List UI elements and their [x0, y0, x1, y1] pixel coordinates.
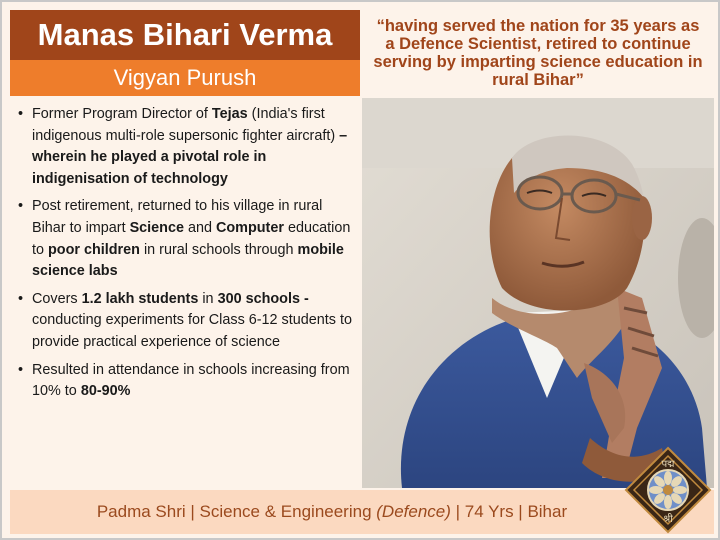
text-run: | 74 Yrs | Bihar — [450, 502, 568, 521]
emblem-bottom-text: श्री — [663, 514, 673, 525]
bold-text: poor children — [48, 241, 140, 258]
italic-text: (Defence) — [376, 502, 451, 521]
text-run: and — [183, 219, 216, 236]
achievement-item — [18, 289, 352, 354]
text-run: Former Program Director of — [32, 106, 212, 122]
award-footer — [10, 490, 714, 534]
footer-line — [97, 502, 567, 522]
portrait-illustration — [362, 98, 714, 488]
text-run: Covers — [32, 290, 82, 307]
awardee-name: Manas Bihari Verma — [10, 10, 360, 60]
bold-text: mobile science labs — [32, 241, 344, 280]
bullet-list — [18, 104, 352, 403]
text-run: (India's first indigenous multi-role supersonic fighter aircraft) — [32, 106, 340, 144]
bold-text: Tejas — [211, 106, 248, 122]
text-run: Padma Shri | Science & Engineering — [96, 502, 377, 521]
padma-shri-emblem — [624, 446, 712, 534]
emblem-top-text: पद्म — [661, 459, 675, 470]
bold-text: 1.2 lakh students — [81, 290, 199, 307]
achievements-list — [10, 98, 360, 488]
text-run: education to — [32, 219, 351, 258]
bold-text: Science — [129, 219, 184, 236]
achievement-item — [18, 104, 352, 190]
bold-text: – wherein he played a pivotal role in indigenisation of technology — [32, 127, 348, 187]
bold-text: 300 schools - — [217, 290, 309, 307]
achievement-item — [18, 360, 352, 403]
awardee-title: Vigyan Purush — [10, 60, 360, 96]
citation-quote: “having served the nation for 35 years as a Defence Scientist, retired to continue serving by imparting science education in rural Bihar” — [373, 17, 703, 89]
bold-text: Computer — [216, 219, 284, 236]
text-run: conducting experiments for Class 6-12 students to provide practical experience of science — [32, 312, 352, 350]
text-run: in rural schools through — [139, 241, 298, 258]
text-run: Post retirement, returned to his village in rural Bihar to impart — [32, 198, 323, 236]
achievement-item — [18, 196, 352, 282]
bold-text: 80-90% — [80, 383, 131, 400]
text-run: in — [198, 290, 218, 307]
text-run: Resulted in attendance in schools increasing from 10% to — [32, 361, 350, 400]
portrait-photo — [362, 98, 714, 488]
